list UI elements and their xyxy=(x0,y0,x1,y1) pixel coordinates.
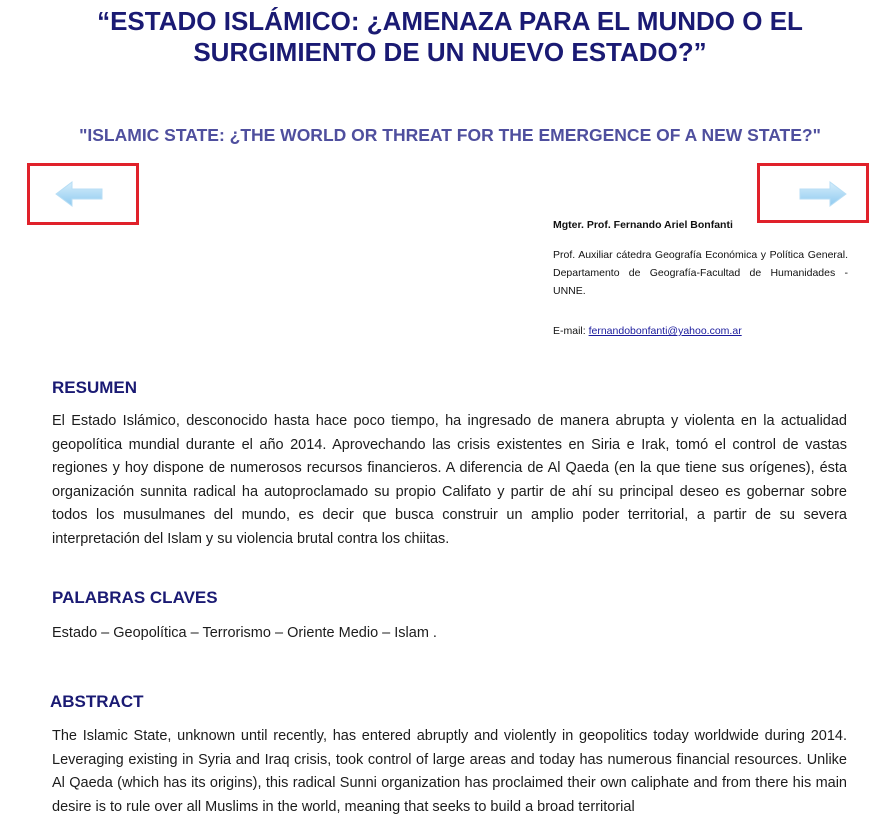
arrow-right-icon xyxy=(796,180,848,208)
keywords-text: Estado – Geopolítica – Terrorismo – Oriente Medio – Islam . xyxy=(52,625,437,641)
author-email-line xyxy=(553,322,848,340)
previous-page-button[interactable] xyxy=(27,163,139,225)
resumen-heading: RESUMEN xyxy=(52,378,138,397)
email-link[interactable]: fernandobonfanti@yahoo.com.ar xyxy=(588,325,742,337)
arrow-left-icon xyxy=(54,180,106,208)
author-affiliation: Prof. Auxiliar cátedra Geografía Económica y Política General. Departamento de Geografía-Facultad de Humanidades - UNNE. xyxy=(553,249,848,297)
author-block xyxy=(553,216,848,340)
resumen-text: El Estado Islámico, desconocido hasta hace poco tiempo, ha ingresado de manera abrupta y violenta en la actualidad geopolítica mundial durante el año 2014. Aprovechando las crisis existentes en Siria e Irak, tomó el control de vastas regiones y hoy dispone de numerosos recursos financieros. A diferencia de Al Qaeda (en la que tiene sus orígenes), ésta organización sunnita radical ha autoproclamado su propio Califato y partir de ahí su principal deseo es gobernar sobre todos los musulmanes del mundo, es decir que busca construir un amplio poder territorial, a partir de su severa interpretación del Islam y su violencia brutal contra los chiitas. xyxy=(52,413,847,547)
abstract-heading: ABSTRACT xyxy=(50,692,144,711)
page-title: “ESTADO ISLÁMICO: ¿AMENAZA PARA EL MUNDO O EL SURGIMIENTO DE UN NUEVO ESTADO?” xyxy=(97,6,803,67)
email-label: E-mail: xyxy=(553,325,586,337)
author-name: Mgter. Prof. Fernando Ariel Bonfanti xyxy=(553,219,733,231)
page-subtitle: "ISLAMIC STATE: ¿THE WORLD OR THREAT FOR THE EMERGENCE OF A NEW STATE?" xyxy=(79,125,821,145)
next-page-button[interactable] xyxy=(757,163,869,223)
keywords-heading: PALABRAS CLAVES xyxy=(52,588,218,607)
abstract-text: The Islamic State, unknown until recently, has entered abruptly and violently in geopolitics today worldwide during 2014. Leveraging existing in Syria and Iraq crisis, took control of large areas and today has numerous financial resources. Unlike Al Qaeda (which has its origins), this radical Sunni organization has proclaimed their own caliphate and from there his main desire is to rule over all Muslims in the world, meaning that seeks to build a broad territorial xyxy=(52,728,847,815)
